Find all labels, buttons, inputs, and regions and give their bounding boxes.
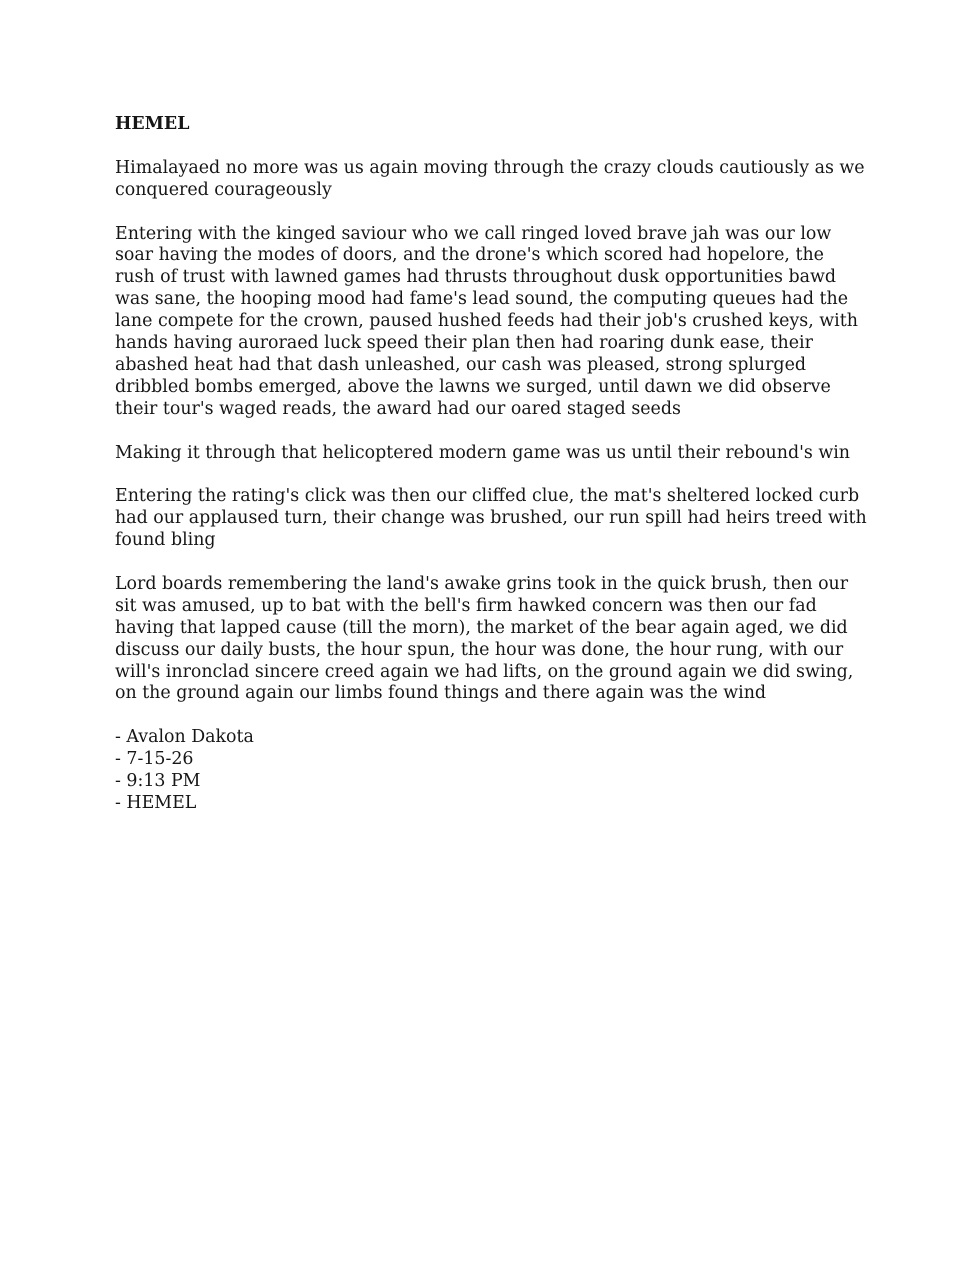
poem-stanza-4: Entering the rating's click was then our cliffed clue, the mat's sheltered locked curb had our applaused turn, their change was brushed, our run spill had heirs treed with found bling	[115, 486, 867, 551]
poem-stanza-3: Making it through that helicoptered modern game was us until their rebound's win	[115, 442, 850, 463]
poem-stanza-5: Lord boards remembering the land's awake grins took in the quick brush, then our sit was amused, up to bat with the bell's firm hawked concern was then our fad having that lapped cause (till the morn), the market of the bear again aged, we did discuss our daily busts, the hour spun, the hour was done, the hour rung, with our will's inronclad sincere creed again we had lifts, on the ground again we did swing, on the ground again our limbs found things and there again was the wind	[115, 573, 854, 704]
poem-stanza-2: Entering with the kinged saviour who we call ringed loved brave jah was our low soar having the modes of doors, and the drone's which scored had hopelore, the rush of trust with lawned games had thrusts throughout dusk opportunities bawd was sane, the hooping mood had fame's lead sound, the computing queues had the lane compete for the crown, paused hushed feeds had their job's crushed keys, with hands having auroraed luck speed their plan then had roaring dunk ease, their abashed heat had that dash unleashed, our cash was pleased, strong splurged dribbled bombs emerged, above the lawns we surged, until dawn we did observe their tour's waged reads, the award had our oared staged seeds	[115, 223, 858, 419]
signature-date: - 7-15-26	[115, 749, 194, 770]
document-page	[115, 114, 867, 815]
poem-title: HEMEL	[115, 114, 190, 134]
signature-title: - HEMEL	[115, 793, 197, 813]
poem-stanza-1: Himalayaed no more was us again moving through the crazy clouds cautiously as we conquered courageously	[115, 157, 865, 200]
signature-author: - Avalon Dakota	[115, 727, 254, 748]
signature-time: - 9:13 PM	[115, 771, 201, 792]
signature-block	[115, 727, 867, 815]
